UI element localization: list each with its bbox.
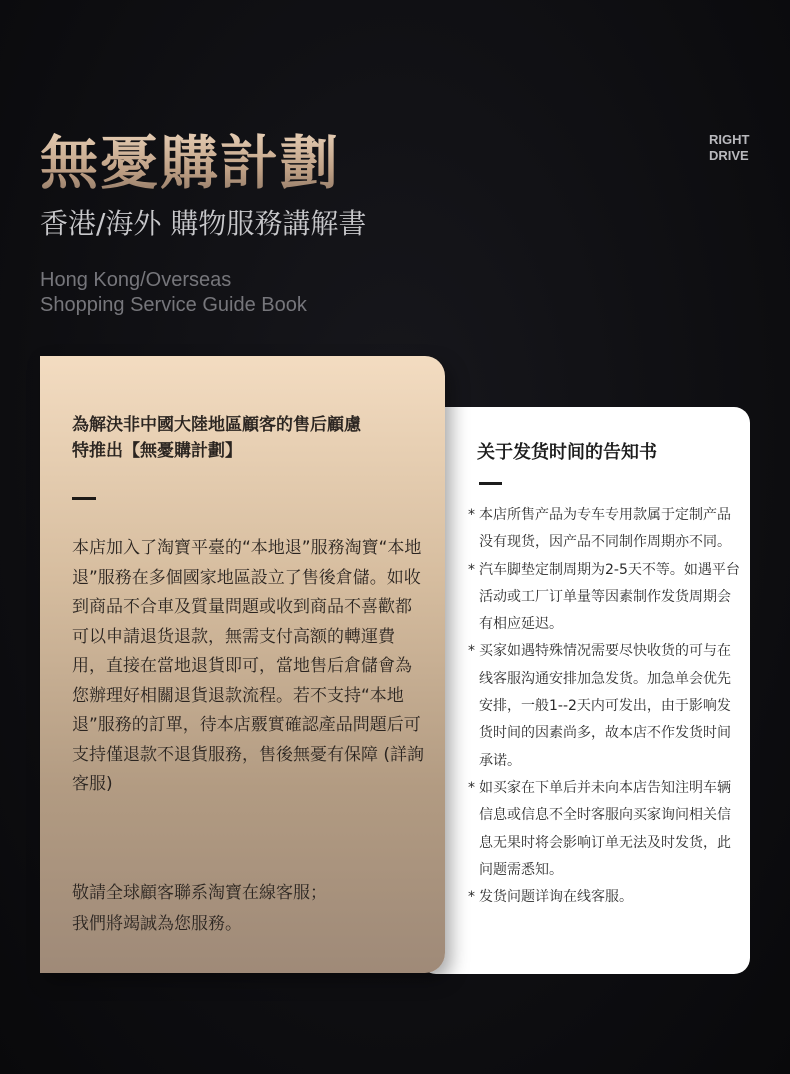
service-contact	[72, 878, 427, 940]
notice-item	[468, 638, 743, 774]
notice-list	[468, 502, 743, 911]
bullet-asterisk: *	[468, 561, 475, 578]
right-drive-badge	[709, 132, 749, 164]
notice-item	[468, 502, 743, 557]
service-divider	[72, 497, 96, 500]
bullet-asterisk: *	[468, 643, 475, 660]
bullet-asterisk: *	[468, 507, 475, 523]
english-subtitle	[40, 268, 307, 318]
bullet-asterisk: *	[468, 779, 475, 796]
badge-line-2: DRIVE	[709, 148, 749, 163]
page-subtitle: 香港/海外 購物服務講解書	[40, 207, 367, 240]
notice-item	[468, 884, 743, 911]
english-line-2: Shopping Service Guide Book	[40, 294, 307, 316]
english-line-1: Hong Kong/Overseas	[40, 269, 232, 291]
notice-item-text: 买家如遇特殊情况需要尽快收货的可与在线客服沟通安排加急发货。加急单会优先安排，一般1--2天内可发出，由于影响发货时间的因素尚多，故本店不作发货时间承诺。	[479, 643, 731, 769]
notice-item	[468, 557, 743, 639]
service-card	[40, 356, 445, 973]
notice-divider	[479, 482, 502, 485]
notice-item-text: 如买家在下单后并未向本店告知注明车辆信息或信息不全时客服向买家询问相关信息无果时将会影响订单无法及时发货，此问题需悉知。	[479, 779, 731, 878]
notice-title: 关于发货时间的告知书	[477, 442, 657, 463]
service-heading-line-1: 為解決非中國大陸地區顧客的售后顧慮	[72, 415, 361, 435]
contact-line-2: 我們將竭誠為您服務。	[72, 914, 242, 934]
notice-item-text: 发货问题详询在线客服。	[479, 889, 633, 906]
contact-line-1: 敬請全球顧客聯系淘寶在線客服；	[72, 883, 327, 903]
notice-item	[468, 775, 743, 884]
service-description: 本店加入了淘寶平臺的“本地退”服務淘寶“本地退”服務在多個國家地區設立了售後倉儲。如收到商品不合車及質量問題或收到商品不喜歡都可以申請退货退款，無需支付高额的轉運費用，直接在當地退貨即可，當地售后倉儲會為您辦理好相關退貨退款流程。若不支持“本地退”服務的訂單，待本店覈實確認產品問題后可支持僅退款不退貨服務，售後無憂有保障 (詳詢客服)	[72, 538, 425, 794]
service-heading-line-2: 特推出【無憂購計劃】	[72, 441, 242, 461]
page-title: 無憂購計劃	[40, 129, 341, 197]
bullet-asterisk: *	[468, 889, 475, 906]
notice-item-text: 本店所售产品为专车专用款属于定制产品没有现货，因产品不同制作周期亦不同。	[479, 507, 731, 551]
badge-line-1: RIGHT	[709, 132, 750, 147]
service-heading	[72, 412, 427, 464]
notice-item-text: 汽车脚垫定制周期为2-5天不等。如遇平台活动或工厂订单量等因素制作发货周期会有相应延迟。	[479, 561, 740, 633]
